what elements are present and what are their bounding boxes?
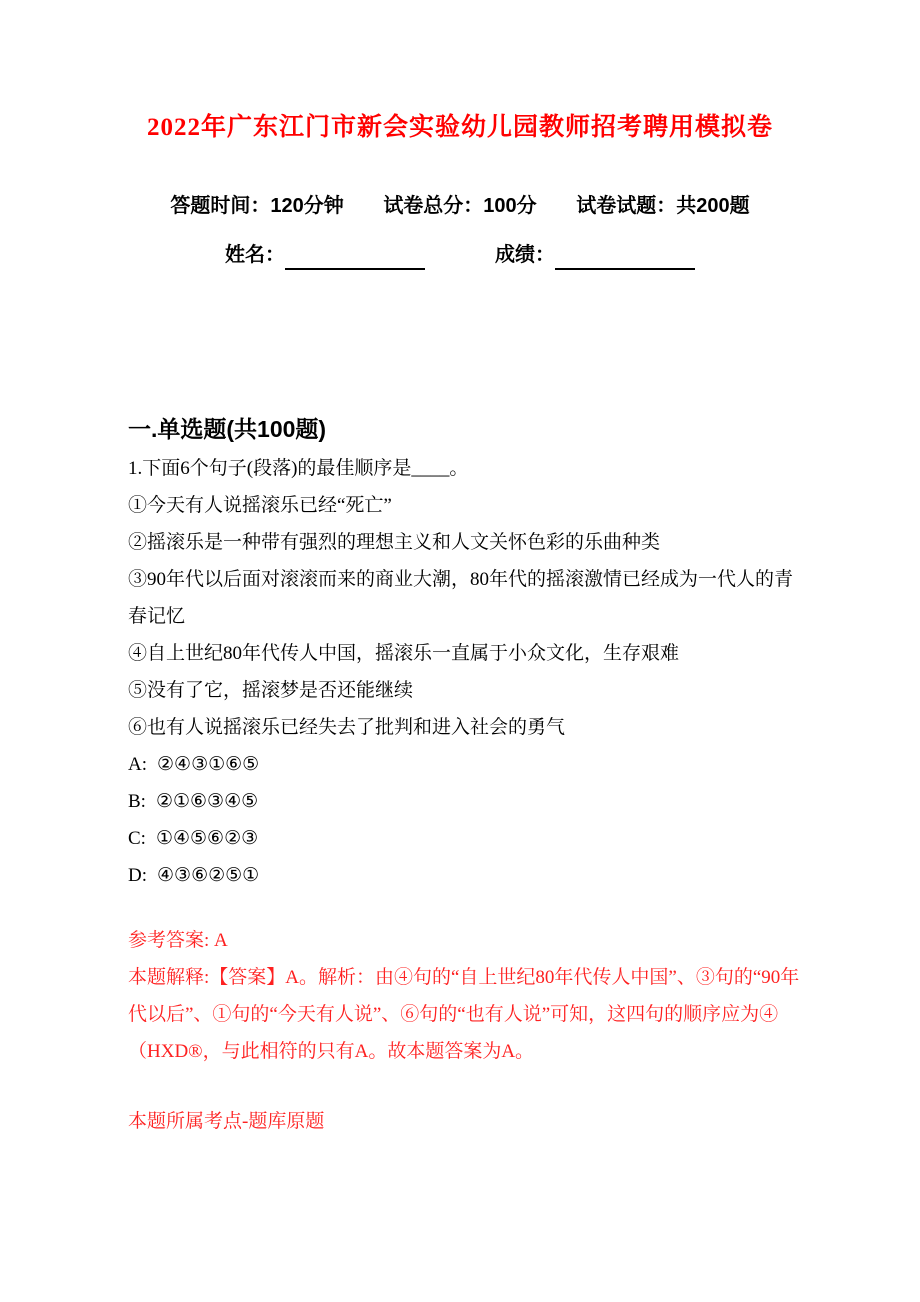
question-sentence-1: ①今天有人说摇滚乐已经“死亡” (128, 495, 392, 516)
score-label: 成绩： (495, 244, 555, 266)
option-row-b (128, 783, 798, 820)
reference-answer: 参考答案: A (128, 930, 228, 951)
name-score-row (0, 240, 920, 270)
exam-meta-total-score: 试卷总分：100分 (383, 195, 537, 217)
option-sequence-d: ④③⑥②⑤① (157, 865, 260, 886)
question-sentence-6: ⑥也有人说摇滚乐已经失去了批判和进入社会的勇气 (128, 717, 566, 738)
section-heading: 一.单选题(共100题) (128, 416, 327, 442)
answer-explanation: 本题解释:【答案】A。解析：由④句的“自上世纪80年代传人中国”、③句的“90年代以后”、①句的“今天有人说”、⑥句的“也有人说”可知，这四句的顺序应为④（HXD®，与此相符的只有A。故本题答案为A。 (128, 967, 800, 1062)
page-title: 2022年广东江门市新会实验幼儿园教师招考聘用模拟卷 (146, 114, 773, 141)
option-row-a (128, 746, 798, 783)
exam-meta-row (0, 192, 920, 220)
question-sentence-2: ②摇滚乐是一种带有强烈的理想主义和人文关怀色彩的乐曲种类 (128, 532, 661, 553)
option-label-a: A: (128, 754, 147, 775)
question-sentence-5: ⑤没有了它，摇滚梦是否还能继续 (128, 680, 414, 701)
question-sentence-4: ④自上世纪80年代传人中国，摇滚乐一直属于小众文化，生存艰难 (128, 643, 680, 664)
exam-point-note: 本题所属考点-题库原题 (128, 1111, 325, 1132)
question-sentence-3: ③90年代以后面对滚滚而来的商业大潮，80年代的摇滚激情已经成为一代人的青春记忆 (128, 569, 794, 627)
option-row-c (128, 820, 798, 857)
name-field (225, 240, 425, 270)
name-blank (285, 246, 425, 270)
option-sequence-c: ①④⑤⑥②③ (155, 828, 259, 849)
option-label-b: B: (128, 791, 146, 812)
question-block (128, 450, 798, 894)
question-stem: 1.下面6个句子(段落)的最佳顺序是____。 (128, 458, 469, 479)
exam-meta-question-count: 试卷试题：共200题 (576, 195, 750, 217)
answer-block (128, 922, 800, 1070)
score-blank (555, 246, 695, 270)
option-sequence-a: ②④③①⑥⑤ (157, 754, 260, 775)
name-label: 姓名： (225, 244, 285, 266)
option-label-d: D: (128, 865, 147, 886)
option-sequence-b: ②①⑥③④⑤ (155, 791, 259, 812)
option-label-c: C: (128, 828, 146, 849)
exam-meta-time: 答题时间：120分钟 (170, 195, 344, 217)
score-field (495, 240, 695, 270)
option-row-d (128, 857, 798, 894)
